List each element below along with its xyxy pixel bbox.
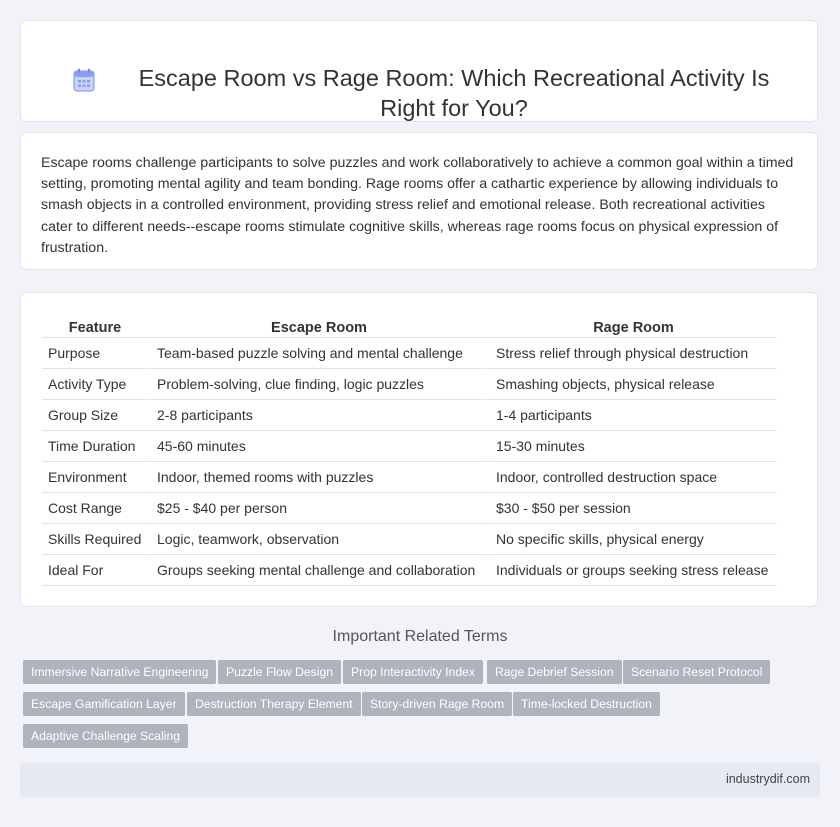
rage-room-cell: $30 - $50 per session [487, 493, 777, 524]
related-term-tag[interactable]: Immersive Narrative Engineering [23, 660, 216, 684]
table-row [42, 369, 777, 400]
rage-room-cell: Stress relief through physical destruction [487, 338, 777, 369]
feature-cell: Ideal For [42, 555, 148, 586]
table-row [42, 431, 777, 462]
table-row [42, 462, 777, 493]
escape-room-cell: Team-based puzzle solving and mental challenge [148, 338, 487, 369]
feature-cell: Skills Required [42, 524, 148, 555]
table-row [42, 555, 777, 586]
rage-room-cell: Indoor, controlled destruction space [487, 462, 777, 493]
table-row [42, 493, 777, 524]
feature-cell: Cost Range [42, 493, 148, 524]
escape-room-cell: Groups seeking mental challenge and collaboration [148, 555, 487, 586]
feature-cell: Time Duration [42, 431, 148, 462]
related-term-tag[interactable]: Escape Gamification Layer [23, 692, 185, 716]
related-term-tag[interactable]: Time-locked Destruction [513, 692, 660, 716]
rage-room-cell: Smashing objects, physical release [487, 369, 777, 400]
footer [20, 763, 820, 797]
rage-room-cell: No specific skills, physical energy [487, 524, 777, 555]
rage-room-cell: Individuals or groups seeking stress release [487, 555, 777, 586]
related-term-tag[interactable]: Story-driven Rage Room [362, 692, 512, 716]
page-title: Escape Room vs Rage Room: Which Recreational Activity Is Right for You? [138, 65, 770, 121]
calendar-icon [73, 68, 95, 92]
header-escape-room: Escape Room [148, 316, 487, 338]
footer-source[interactable]: industrydif.com [725, 772, 810, 786]
feature-cell: Group Size [42, 400, 148, 431]
escape-room-cell: 2-8 participants [148, 400, 487, 431]
escape-room-cell: Indoor, themed rooms with puzzles [148, 462, 487, 493]
intro-card [20, 132, 818, 270]
feature-cell: Activity Type [42, 369, 148, 400]
comparison-table [42, 316, 777, 586]
escape-room-cell: 45-60 minutes [148, 431, 487, 462]
related-term-tag[interactable]: Prop Interactivity Index [343, 660, 483, 684]
related-terms-heading: Important Related Terms [332, 628, 508, 645]
header-rage-room: Rage Room [487, 316, 777, 338]
table-row [42, 338, 777, 369]
table-row [42, 400, 777, 431]
escape-room-cell: Logic, teamwork, observation [148, 524, 487, 555]
table-row [42, 524, 777, 555]
feature-cell: Purpose [42, 338, 148, 369]
header-feature: Feature [42, 316, 148, 338]
rage-room-cell: 1-4 participants [487, 400, 777, 431]
table-header-row [42, 316, 777, 338]
escape-room-cell: $25 - $40 per person [148, 493, 487, 524]
related-term-tag[interactable]: Scenario Reset Protocol [623, 660, 770, 684]
related-term-tag[interactable]: Rage Debrief Session [487, 660, 622, 684]
related-term-tag[interactable]: Adaptive Challenge Scaling [23, 724, 188, 748]
related-term-tag[interactable]: Destruction Therapy Element [187, 692, 361, 716]
intro-paragraph: Escape rooms challenge participants to solve puzzles and work collaboratively to achieve a common goal within a timed setting, promoting mental agility and team bonding. Rage rooms offer a cathartic experience by allowing individuals to smash objects in a controlled environment, providing stress relief and emotional release. Both recreational activities cater to different needs--escape rooms stimulate cognitive skills, whereas rage rooms focus on physical expression of frustration. [41, 155, 794, 256]
title-card [20, 20, 818, 122]
comparison-card [20, 292, 818, 607]
rage-room-cell: 15-30 minutes [487, 431, 777, 462]
feature-cell: Environment [42, 462, 148, 493]
escape-room-cell: Problem-solving, clue finding, logic puzzles [148, 369, 487, 400]
related-term-tag[interactable]: Puzzle Flow Design [218, 660, 341, 684]
